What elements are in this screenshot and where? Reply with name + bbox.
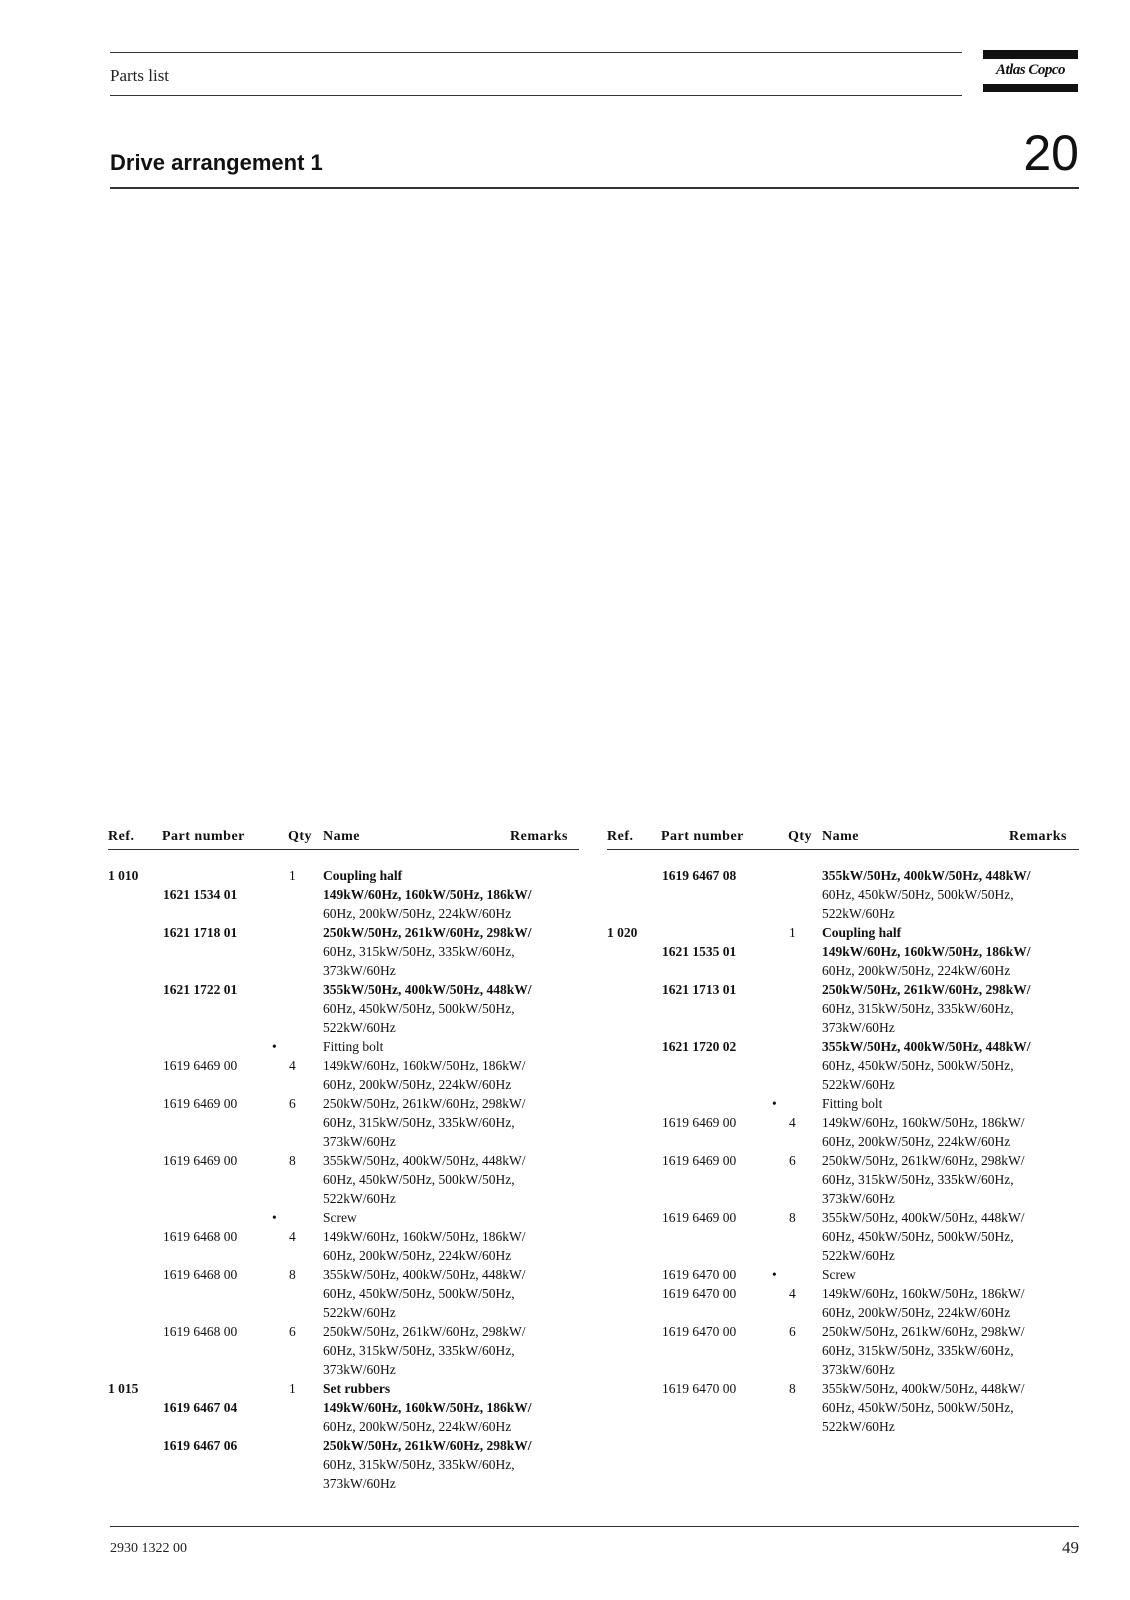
ref-cell: 1 015 xyxy=(108,1381,139,1396)
name-cell: Fitting bolt xyxy=(822,1096,883,1111)
part-number-cell: 1619 6469 00 xyxy=(662,1115,737,1130)
name-cell: 60Hz, 200kW/50Hz, 224kW/60Hz xyxy=(323,906,512,921)
col-head-remarks: Remarks xyxy=(1009,829,1067,844)
name-cell: 355kW/50Hz, 400kW/50Hz, 448kW/ xyxy=(822,1039,1031,1054)
qty-cell: 4 xyxy=(789,1286,796,1301)
name-cell: 149kW/60Hz, 160kW/50Hz, 186kW/ xyxy=(323,1229,526,1244)
name-cell: 355kW/50Hz, 400kW/50Hz, 448kW/ xyxy=(822,1381,1025,1396)
name-cell: 522kW/60Hz xyxy=(323,1305,396,1320)
name-cell: 60Hz, 450kW/50Hz, 500kW/50Hz, xyxy=(822,1058,1014,1073)
name-cell: 149kW/60Hz, 160kW/50Hz, 186kW/ xyxy=(323,1058,526,1073)
part-number-cell: 1619 6468 00 xyxy=(163,1267,238,1282)
name-cell: 60Hz, 200kW/50Hz, 224kW/60Hz xyxy=(323,1248,512,1263)
part-number-cell: 1621 1720 02 xyxy=(662,1039,737,1054)
col-head-name: Name xyxy=(323,829,360,844)
name-cell: 60Hz, 450kW/50Hz, 500kW/50Hz, xyxy=(822,1400,1014,1415)
part-number-cell: 1619 6469 00 xyxy=(163,1096,238,1111)
col-head-qty: Qty xyxy=(788,829,813,844)
brand-logo xyxy=(983,50,1078,94)
part-number-cell: 1619 6467 06 xyxy=(163,1438,238,1453)
name-cell: 60Hz, 450kW/50Hz, 500kW/50Hz, xyxy=(822,887,1014,902)
qty-cell: 6 xyxy=(789,1324,796,1339)
name-cell: 60Hz, 315kW/50Hz, 335kW/60Hz, xyxy=(323,1457,515,1472)
name-cell: 149kW/60Hz, 160kW/50Hz, 186kW/ xyxy=(822,1115,1025,1130)
name-cell: 60Hz, 450kW/50Hz, 500kW/50Hz, xyxy=(323,1286,515,1301)
qty-cell: 4 xyxy=(789,1115,796,1130)
name-cell: 522kW/60Hz xyxy=(822,906,895,921)
part-number-cell: 1619 6468 00 xyxy=(163,1324,238,1339)
left-table-header-rule xyxy=(108,849,579,850)
part-number-cell: 1621 1722 01 xyxy=(163,982,238,997)
name-cell: Coupling half xyxy=(822,925,902,940)
name-cell: 355kW/50Hz, 400kW/50Hz, 448kW/ xyxy=(323,1267,526,1282)
part-number-cell: 1621 1713 01 xyxy=(662,982,737,997)
part-number-cell: 1621 1535 01 xyxy=(662,944,737,959)
name-cell: 149kW/60Hz, 160kW/50Hz, 186kW/ xyxy=(822,1286,1025,1301)
qty-cell: 1 xyxy=(789,925,796,940)
name-cell: 60Hz, 450kW/50Hz, 500kW/50Hz, xyxy=(323,1172,515,1187)
name-cell: 60Hz, 200kW/50Hz, 224kW/60Hz xyxy=(822,1134,1011,1149)
name-cell: 522kW/60Hz xyxy=(323,1191,396,1206)
bullet-marker: • xyxy=(772,1267,777,1282)
name-cell: 250kW/50Hz, 261kW/60Hz, 298kW/ xyxy=(822,1153,1025,1168)
part-number-cell: 1619 6469 00 xyxy=(662,1210,737,1225)
part-number-cell: 1619 6467 08 xyxy=(662,868,737,883)
qty-cell: 1 xyxy=(289,1381,296,1396)
qty-cell: 6 xyxy=(789,1153,796,1168)
name-cell: 60Hz, 200kW/50Hz, 224kW/60Hz xyxy=(822,1305,1011,1320)
name-cell: Screw xyxy=(323,1210,357,1225)
page-title: Drive arrangement 1 xyxy=(110,150,323,175)
name-cell: 355kW/50Hz, 400kW/50Hz, 448kW/ xyxy=(822,1210,1025,1225)
name-cell: 522kW/60Hz xyxy=(822,1077,895,1092)
name-cell: 250kW/50Hz, 261kW/60Hz, 298kW/ xyxy=(822,982,1031,997)
name-cell: 60Hz, 200kW/50Hz, 224kW/60Hz xyxy=(822,963,1011,978)
name-cell: 60Hz, 200kW/50Hz, 224kW/60Hz xyxy=(323,1077,512,1092)
name-cell: 149kW/60Hz, 160kW/50Hz, 186kW/ xyxy=(822,944,1031,959)
name-cell: 60Hz, 315kW/50Hz, 335kW/60Hz, xyxy=(323,944,515,959)
name-cell: 60Hz, 315kW/50Hz, 335kW/60Hz, xyxy=(822,1343,1014,1358)
name-cell: Screw xyxy=(822,1267,856,1282)
part-number-cell: 1619 6470 00 xyxy=(662,1381,737,1396)
name-cell: 60Hz, 315kW/50Hz, 335kW/60Hz, xyxy=(822,1172,1014,1187)
name-cell: Set rubbers xyxy=(323,1381,391,1396)
qty-cell: 8 xyxy=(789,1210,796,1225)
name-cell: 373kW/60Hz xyxy=(323,963,396,978)
name-cell: 373kW/60Hz xyxy=(323,1134,396,1149)
name-cell: 149kW/60Hz, 160kW/50Hz, 186kW/ xyxy=(323,887,532,902)
name-cell: 250kW/50Hz, 261kW/60Hz, 298kW/ xyxy=(323,1438,532,1453)
part-number-cell: 1619 6469 00 xyxy=(662,1153,737,1168)
col-head-part-number: Part number xyxy=(162,829,245,844)
title-rule xyxy=(110,187,1079,189)
header-top-rule xyxy=(110,52,962,53)
qty-cell: 6 xyxy=(289,1096,296,1111)
part-number-cell: 1619 6468 00 xyxy=(163,1229,238,1244)
logo-bottom-bar xyxy=(983,84,1078,92)
name-cell: 250kW/50Hz, 261kW/60Hz, 298kW/ xyxy=(323,925,532,940)
name-cell: 522kW/60Hz xyxy=(822,1248,895,1263)
name-cell: 60Hz, 450kW/50Hz, 500kW/50Hz, xyxy=(323,1001,515,1016)
qty-cell: 1 xyxy=(289,868,296,883)
part-number-cell: 1621 1534 01 xyxy=(163,887,238,902)
qty-cell: 8 xyxy=(289,1267,296,1282)
part-number-cell: 1619 6470 00 xyxy=(662,1324,737,1339)
name-cell: 250kW/50Hz, 261kW/60Hz, 298kW/ xyxy=(822,1324,1025,1339)
part-number-cell: 1621 1718 01 xyxy=(163,925,238,940)
qty-cell: 8 xyxy=(289,1153,296,1168)
name-cell: 60Hz, 315kW/50Hz, 335kW/60Hz, xyxy=(822,1001,1014,1016)
name-cell: 522kW/60Hz xyxy=(323,1020,396,1035)
logo-wordmark: Atlas Copco xyxy=(995,62,1066,78)
part-number-cell: 1619 6470 00 xyxy=(662,1286,737,1301)
name-cell: 250kW/50Hz, 261kW/60Hz, 298kW/ xyxy=(323,1096,526,1111)
name-cell: Fitting bolt xyxy=(323,1039,384,1054)
name-cell: 149kW/60Hz, 160kW/50Hz, 186kW/ xyxy=(323,1400,532,1415)
name-cell: 60Hz, 450kW/50Hz, 500kW/50Hz, xyxy=(822,1229,1014,1244)
col-head-name: Name xyxy=(822,829,859,844)
name-cell: 60Hz, 315kW/50Hz, 335kW/60Hz, xyxy=(323,1115,515,1130)
name-cell: 60Hz, 200kW/50Hz, 224kW/60Hz xyxy=(323,1419,512,1434)
name-cell: 355kW/50Hz, 400kW/50Hz, 448kW/ xyxy=(822,868,1031,883)
name-cell: Coupling half xyxy=(323,868,403,883)
qty-cell: 4 xyxy=(289,1058,296,1073)
header-bottom-rule xyxy=(110,95,962,96)
document-number: 2930 1322 00 xyxy=(110,1541,187,1556)
bullet-marker: • xyxy=(772,1096,777,1111)
qty-cell: 6 xyxy=(289,1324,296,1339)
name-cell: 373kW/60Hz xyxy=(323,1476,396,1491)
header-label: Parts list xyxy=(110,66,170,85)
qty-cell: 8 xyxy=(789,1381,796,1396)
name-cell: 373kW/60Hz xyxy=(323,1362,396,1377)
name-cell: 373kW/60Hz xyxy=(822,1362,895,1377)
part-number-cell: 1619 6469 00 xyxy=(163,1153,238,1168)
col-head-part-number: Part number xyxy=(661,829,744,844)
col-head-qty: Qty xyxy=(288,829,313,844)
footer-rule xyxy=(110,1526,1079,1527)
col-head-remarks: Remarks xyxy=(510,829,568,844)
bullet-marker: • xyxy=(272,1039,277,1054)
name-cell: 373kW/60Hz xyxy=(822,1191,895,1206)
ref-cell: 1 020 xyxy=(607,925,638,940)
logo-top-bar xyxy=(983,50,1078,59)
part-number-cell: 1619 6467 04 xyxy=(163,1400,238,1415)
bullet-marker: • xyxy=(272,1210,277,1225)
right-table-header-rule xyxy=(607,849,1079,850)
ref-cell: 1 010 xyxy=(108,868,139,883)
name-cell: 250kW/50Hz, 261kW/60Hz, 298kW/ xyxy=(323,1324,526,1339)
part-number-cell: 1619 6469 00 xyxy=(163,1058,238,1073)
qty-cell: 4 xyxy=(289,1229,296,1244)
col-head-ref: Ref. xyxy=(108,829,135,844)
name-cell: 373kW/60Hz xyxy=(822,1020,895,1035)
name-cell: 522kW/60Hz xyxy=(822,1419,895,1434)
name-cell: 60Hz, 315kW/50Hz, 335kW/60Hz, xyxy=(323,1343,515,1358)
name-cell: 355kW/50Hz, 400kW/50Hz, 448kW/ xyxy=(323,1153,526,1168)
part-number-cell: 1619 6470 00 xyxy=(662,1267,737,1282)
name-cell: 355kW/50Hz, 400kW/50Hz, 448kW/ xyxy=(323,982,532,997)
section-number: 20 xyxy=(1023,125,1079,181)
col-head-ref: Ref. xyxy=(607,829,634,844)
page-number: 49 xyxy=(1062,1538,1079,1557)
